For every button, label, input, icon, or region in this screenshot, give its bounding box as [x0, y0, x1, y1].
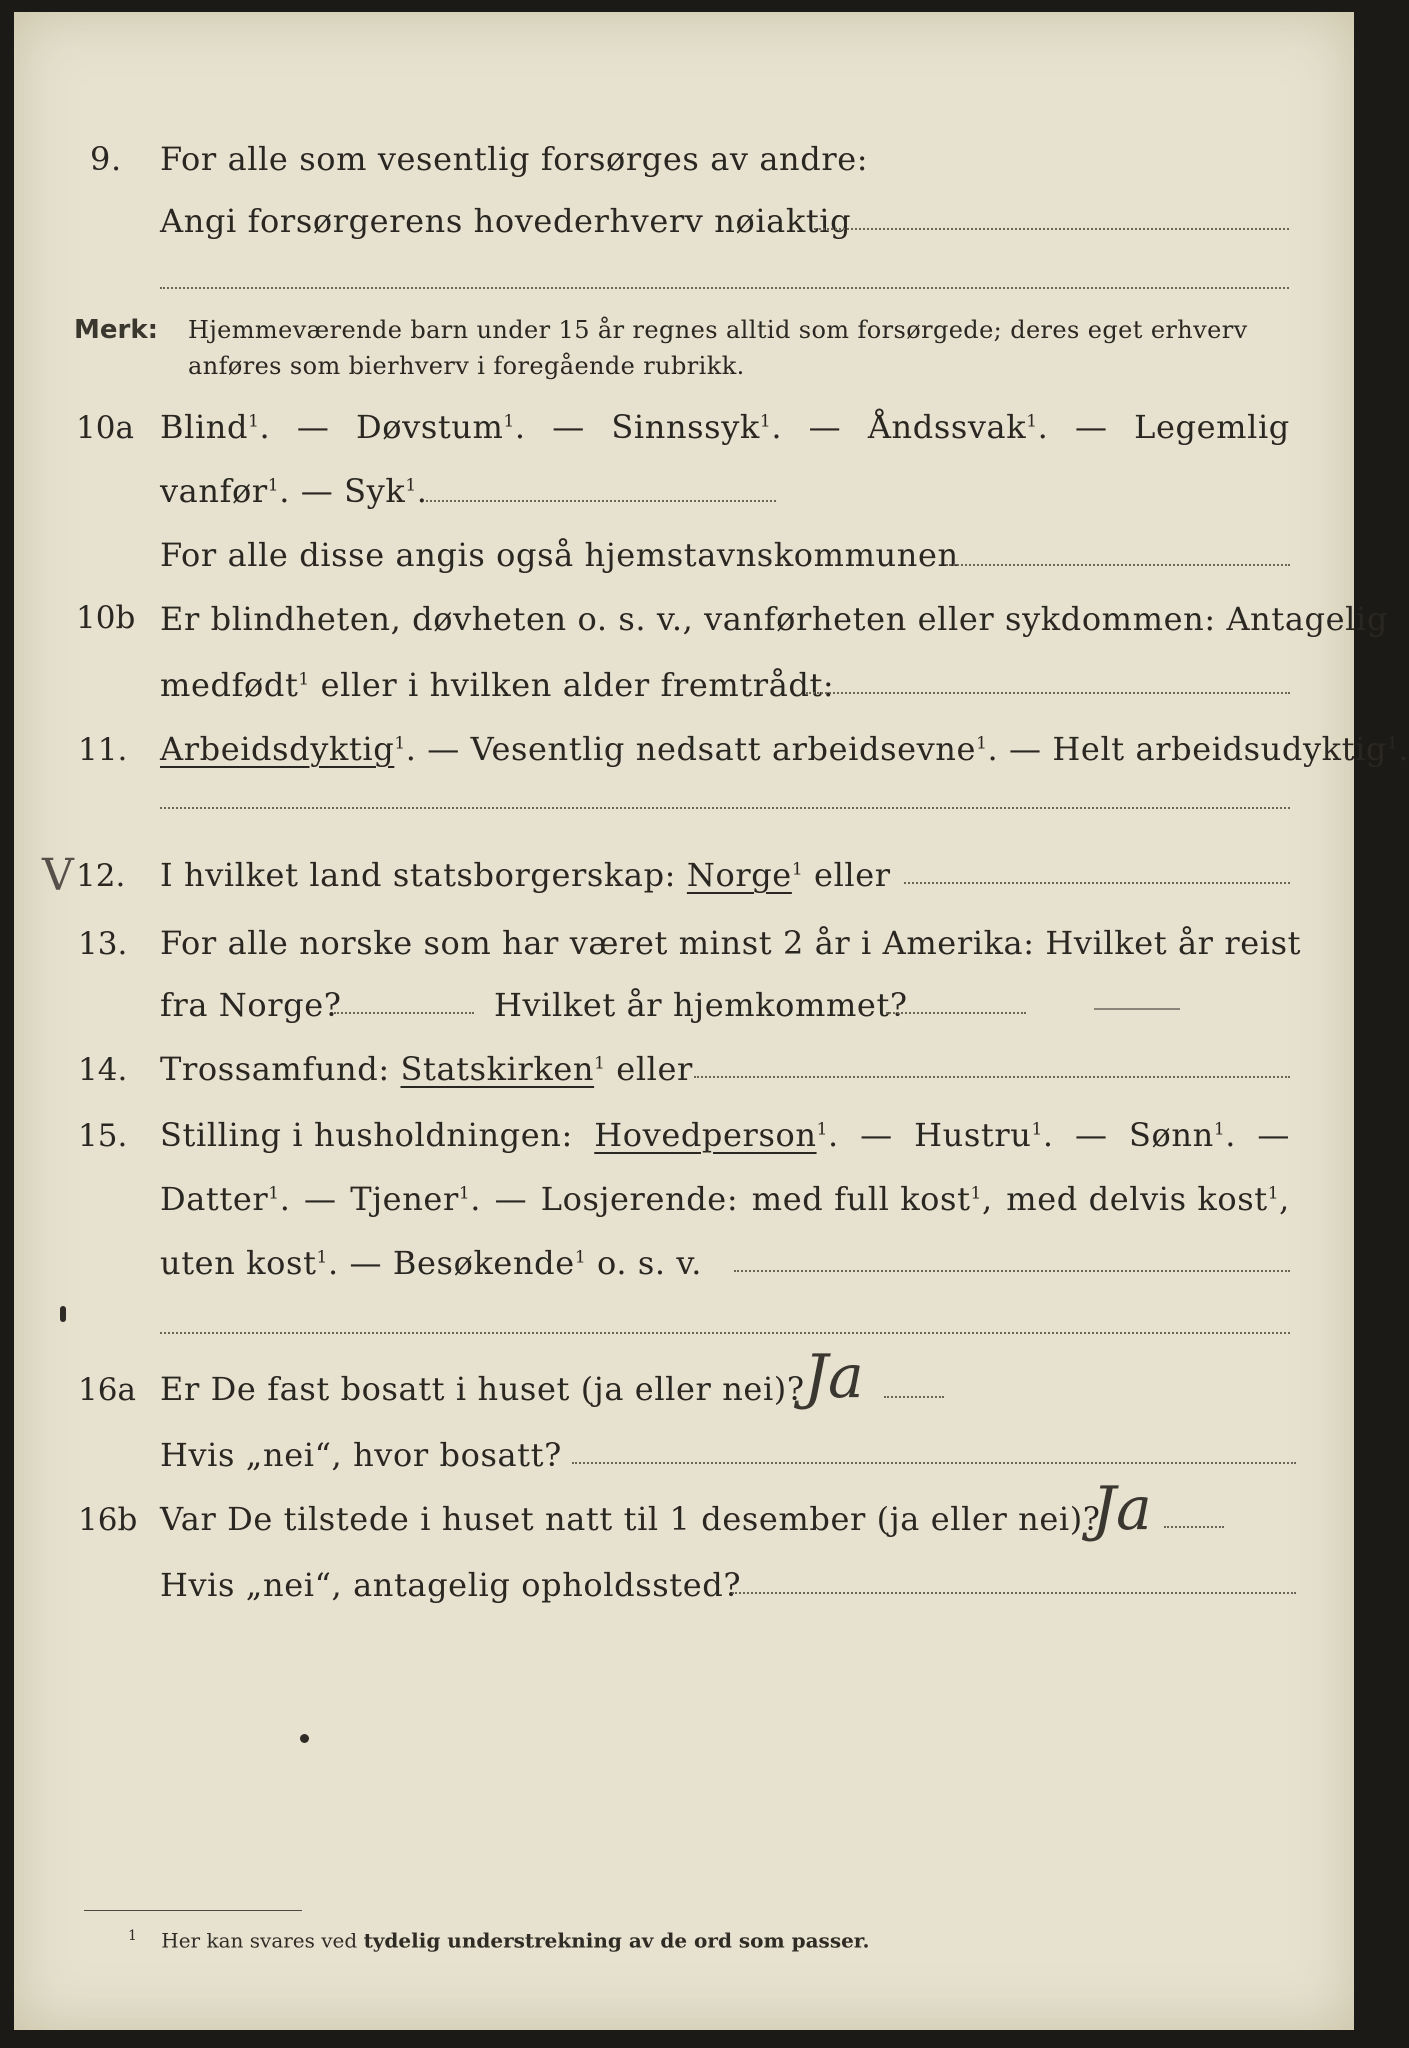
q16b-answer[interactable]: Ja — [1092, 1474, 1152, 1544]
q14-label: Trossamfund: — [160, 1050, 390, 1088]
dash: — — [304, 1180, 337, 1218]
dash: — — [808, 408, 842, 446]
q15-besokende[interactable]: Besøkende$^1$ — [392, 1244, 587, 1282]
q11-vesentlig[interactable]: Vesentlig nedsatt arbeidsevne — [470, 730, 977, 768]
q15-answer-line-2[interactable] — [160, 1332, 1290, 1334]
q14-statskirken[interactable]: Statskirken — [400, 1050, 595, 1088]
q16b-opholdssted-answer-line[interactable] — [732, 1592, 1296, 1594]
footnote-rule — [84, 1910, 302, 1911]
q11-line: Arbeidsdyktig$^1$. — Vesentlig nedsatt arbeidsevne$^1$. — Helt arbeidsudyktig$^1$. — [160, 730, 1409, 768]
q12-norge[interactable]: Norge — [686, 856, 792, 894]
q10a-dovstum: Døvstum$^1$. — [356, 408, 526, 446]
q10a-line1 — [160, 408, 1290, 446]
footnote-marker: 1 — [128, 1928, 137, 1944]
q10a-sinnssyk: Sinnssyk$^1$. — [611, 408, 783, 446]
q15-datter[interactable]: Datter$^1$. — [160, 1180, 291, 1218]
q13-pencil-dash — [1094, 1008, 1180, 1010]
dash: — — [552, 408, 585, 446]
footnote — [128, 1928, 869, 1953]
dash: — — [1257, 1116, 1290, 1154]
q10a-line3: For alle disse angis også hjemstavnskommunen — [160, 536, 959, 574]
q12-text: I hvilket land statsborgerskap: — [160, 856, 677, 894]
q15-med-delvis-kost[interactable]: med delvis kost$^1$, — [1006, 1180, 1290, 1218]
dash: — — [300, 472, 334, 510]
q11-answer-line[interactable] — [160, 807, 1290, 809]
q15-line3 — [160, 1244, 702, 1282]
q13-line1: For alle norske som har været minst 2 år i Amerika: Hvilket år reist — [160, 924, 1302, 962]
ink-dot — [300, 1734, 309, 1743]
footnote-text-b: tydelig understrekning av de ord som passer. — [363, 1928, 870, 1953]
q15-number: 15. — [78, 1118, 128, 1154]
q15-losjerende: Losjerende: — [540, 1180, 739, 1218]
footnote-text-a: Her kan svares ved — [161, 1928, 358, 1953]
q14-line: Trossamfund: Statskirken$^1$ eller — [160, 1050, 693, 1088]
q14-eller: eller — [616, 1050, 693, 1088]
q15-med-full-kost[interactable]: med full kost$^1$, — [751, 1180, 993, 1218]
q16b-answer-line[interactable] — [1164, 1526, 1224, 1528]
q10a-line2 — [160, 472, 428, 510]
q16a-number: 16a — [78, 1372, 136, 1408]
q16a-answer-line[interactable] — [884, 1396, 944, 1398]
q10a-syk: Syk$^1$. — [344, 472, 428, 510]
q11-arbeidsdyktig[interactable]: Arbeidsdyktig — [160, 730, 395, 768]
q14-answer-line[interactable] — [694, 1076, 1290, 1078]
q12-margin-check: V — [42, 850, 74, 901]
q9-answer-line-2[interactable] — [160, 287, 1289, 289]
q16a-answer[interactable]: Ja — [804, 1342, 864, 1412]
q16a-bosatt-answer-line[interactable] — [572, 1462, 1296, 1464]
q15-label: Stilling i husholdningen: — [160, 1116, 573, 1154]
q15-tjener[interactable]: Tjener$^1$. — [350, 1180, 482, 1218]
q10b-line1: Er blindheten, døvheten o. s. v., vanførheten eller sykdommen: Antagelig — [160, 600, 1388, 638]
q9-line2: Angi forsørgerens hovederhverv nøiaktig — [160, 202, 852, 240]
q11-helt[interactable]: Helt arbeidsudyktig — [1052, 730, 1388, 768]
q12-line: I hvilket land statsborgerskap: Norge$^1$ eller — [160, 856, 891, 894]
ink-speck — [60, 1306, 66, 1322]
q16b-number: 16b — [78, 1502, 138, 1538]
q12-answer-line[interactable] — [904, 882, 1290, 884]
q15-line2 — [160, 1180, 1290, 1218]
q16a-line1: Er De fast bosatt i huset (ja eller nei)? — [160, 1370, 805, 1408]
q10b-number: 10b — [76, 600, 136, 636]
q10b-line2-rest: eller i hvilken alder fremtrådt: — [320, 666, 835, 704]
q15-uten-kost[interactable]: uten kost$^1$. — [160, 1244, 339, 1282]
q13-reist-answer-line[interactable] — [334, 1012, 474, 1014]
q10a-andssvak: Åndssvak$^1$. — [867, 408, 1049, 446]
dash: — — [1009, 730, 1042, 768]
q15-answer-line[interactable] — [734, 1270, 1290, 1272]
q10a-vanfor: vanfør$^1$. — [160, 472, 290, 510]
q9-answer-line[interactable] — [814, 228, 1289, 230]
q9-line1: For alle som vesentlig forsørges av andre: — [160, 140, 869, 178]
dash: — — [1075, 408, 1108, 446]
dash: — — [494, 1180, 528, 1218]
q10b-answer-line[interactable] — [806, 692, 1290, 694]
q15-hovedperson[interactable]: Hovedperson$^1$. — [594, 1116, 839, 1154]
q16a-line2: Hvis „nei“, hvor bosatt? — [160, 1436, 562, 1474]
dash: — — [427, 730, 460, 768]
dash: — — [296, 408, 330, 446]
census-form-page — [14, 12, 1409, 2030]
merk-label: Merk: — [74, 315, 159, 345]
q10a-number: 10a — [76, 410, 134, 446]
dash: — — [349, 1244, 383, 1282]
q16b-line2: Hvis „nei“, antagelig opholdssted? — [160, 1566, 742, 1604]
q12-eller: eller — [814, 856, 891, 894]
q15-osv: o. s. v. — [597, 1244, 703, 1282]
q15-line1 — [160, 1116, 1290, 1154]
q10b-line2: medfødt$^1$ eller i hvilken alder fremtrådt: — [160, 666, 835, 704]
q15-hustru[interactable]: Hustru$^1$. — [914, 1116, 1054, 1154]
merk-line2: anføres som bierhverv i foregående rubrikk. — [188, 352, 745, 380]
dash: — — [1075, 1116, 1108, 1154]
q11-number: 11. — [78, 732, 128, 768]
q10a-syk-answer-line[interactable] — [426, 500, 776, 502]
q12-number: 12. — [76, 858, 126, 894]
q10a-kommune-answer-line[interactable] — [946, 564, 1290, 566]
q13-fra-norge: fra Norge? — [160, 986, 342, 1024]
q16b-line1: Var De tilstede i huset natt til 1 desember (ja eller nei)? — [160, 1500, 1101, 1538]
q13-hjemkommet-answer-line[interactable] — [886, 1012, 1026, 1014]
q13-hjemkommet: Hvilket år hjemkommet? — [494, 986, 908, 1024]
q10b-medfodt: medfødt — [160, 666, 299, 704]
q15-sonn[interactable]: Sønn$^1$. — [1129, 1116, 1237, 1154]
q10a-blind: Blind$^1$. — [160, 408, 271, 446]
q14-number: 14. — [78, 1052, 128, 1088]
q10a-legemlig: Legemlig — [1134, 408, 1290, 446]
q13-number: 13. — [78, 926, 128, 962]
dash: — — [860, 1116, 893, 1154]
q9-number: 9. — [90, 140, 122, 178]
merk-line1: Hjemmeværende barn under 15 år regnes alltid som forsørgede; deres eget erhverv — [188, 316, 1248, 344]
